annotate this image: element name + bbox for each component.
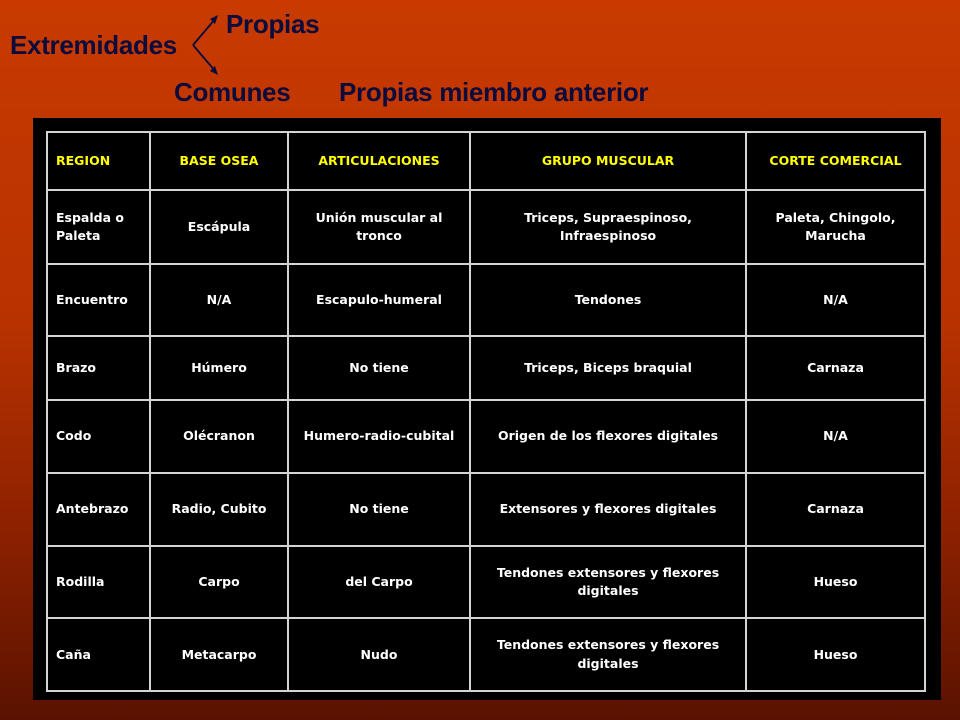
cell-grupo-muscular: Tendones extensores y flexores digitales bbox=[470, 618, 746, 691]
cell-grupo-muscular: Origen de los flexores digitales bbox=[470, 400, 746, 473]
table-row bbox=[47, 473, 925, 546]
cell-grupo-muscular: Extensores y flexores digitales bbox=[470, 473, 746, 546]
cell-base-osea: Carpo bbox=[150, 546, 288, 619]
cell-region: Encuentro bbox=[47, 264, 150, 337]
table-row bbox=[47, 264, 925, 337]
cell-corte-comercial: Carnaza bbox=[746, 473, 925, 546]
cell-corte-comercial: Carnaza bbox=[746, 336, 925, 400]
title-extremidades: Extremidades bbox=[10, 30, 177, 60]
table-row bbox=[47, 400, 925, 473]
table-row bbox=[47, 546, 925, 619]
cell-articulaciones: Humero-radio-cubital bbox=[288, 400, 470, 473]
cell-articulaciones: del Carpo bbox=[288, 546, 470, 619]
column-header-base-osea: BASE OSEA bbox=[150, 132, 288, 190]
anatomy-table bbox=[46, 131, 926, 692]
cell-region: Espalda o Paleta bbox=[47, 190, 150, 264]
column-header-grupo-muscular: GRUPO MUSCULAR bbox=[470, 132, 746, 190]
cell-base-osea: Olécranon bbox=[150, 400, 288, 473]
cell-corte-comercial: Hueso bbox=[746, 618, 925, 691]
cell-grupo-muscular: Tendones bbox=[470, 264, 746, 337]
column-header-articulaciones: ARTICULACIONES bbox=[288, 132, 470, 190]
cell-articulaciones: Nudo bbox=[288, 618, 470, 691]
cell-region: Brazo bbox=[47, 336, 150, 400]
column-header-corte-comercial: CORTE COMERCIAL bbox=[746, 132, 925, 190]
column-header-region: REGION bbox=[47, 132, 150, 190]
cell-region: Caña bbox=[47, 618, 150, 691]
cell-corte-comercial: N/A bbox=[746, 264, 925, 337]
cell-base-osea: Metacarpo bbox=[150, 618, 288, 691]
cell-base-osea: Radio, Cubito bbox=[150, 473, 288, 546]
cell-articulaciones: No tiene bbox=[288, 473, 470, 546]
cell-grupo-muscular: Tendones extensores y flexores digitales bbox=[470, 546, 746, 619]
table-row bbox=[47, 618, 925, 691]
table-body bbox=[47, 190, 925, 691]
label-propias-miembro-anterior: Propias miembro anterior bbox=[339, 77, 649, 107]
cell-grupo-muscular: Triceps, Biceps braquial bbox=[470, 336, 746, 400]
label-comunes: Comunes bbox=[174, 77, 291, 107]
cell-grupo-muscular: Triceps, Supraespinoso, Infraespinoso bbox=[470, 190, 746, 264]
table-frame bbox=[33, 118, 941, 700]
cell-corte-comercial: Hueso bbox=[746, 546, 925, 619]
cell-region: Codo bbox=[47, 400, 150, 473]
table-row bbox=[47, 336, 925, 400]
cell-corte-comercial: N/A bbox=[746, 400, 925, 473]
branch-arrows-icon bbox=[188, 12, 228, 78]
cell-corte-comercial: Paleta, Chingolo, Marucha bbox=[746, 190, 925, 264]
table-header-row bbox=[47, 132, 925, 190]
table-row bbox=[47, 190, 925, 264]
cell-base-osea: Húmero bbox=[150, 336, 288, 400]
cell-articulaciones: No tiene bbox=[288, 336, 470, 400]
label-propias: Propias bbox=[226, 9, 320, 39]
cell-region: Rodilla bbox=[47, 546, 150, 619]
cell-region: Antebrazo bbox=[47, 473, 150, 546]
cell-base-osea: Escápula bbox=[150, 190, 288, 264]
cell-base-osea: N/A bbox=[150, 264, 288, 337]
cell-articulaciones: Unión muscular al tronco bbox=[288, 190, 470, 264]
cell-articulaciones: Escapulo-humeral bbox=[288, 264, 470, 337]
